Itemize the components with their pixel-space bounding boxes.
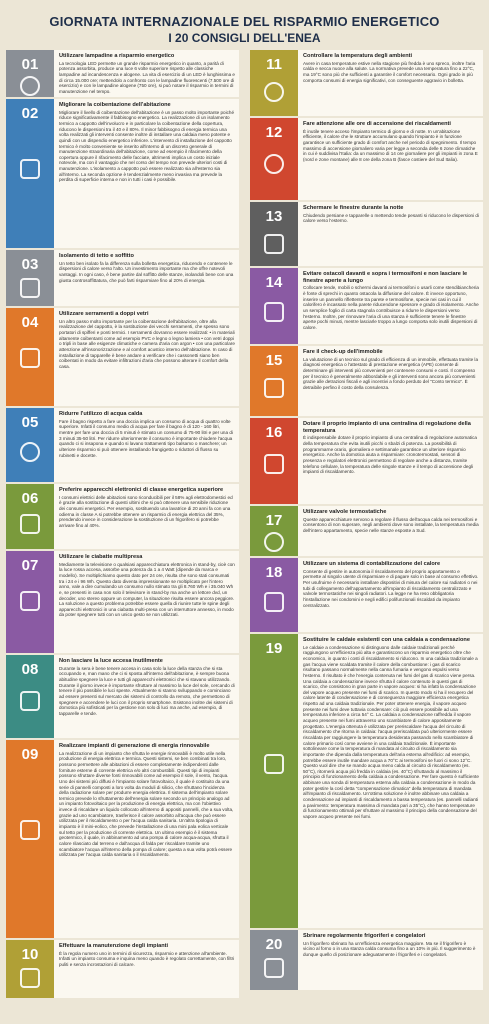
- tip-19-side: [250, 634, 298, 928]
- tip-number: 19: [265, 640, 283, 657]
- tip-19: [250, 634, 483, 928]
- tip-title: Fare attenzione alle ore di accensione dei riscaldamenti: [303, 121, 451, 127]
- sofa-icon: [264, 302, 284, 322]
- tip-14-side: [250, 268, 298, 344]
- radiator-icon: [20, 968, 40, 988]
- tip-03-side: [6, 250, 54, 306]
- tip-04: [6, 308, 239, 406]
- tip-17-side: [250, 506, 298, 556]
- tip-18-side: [250, 558, 298, 632]
- tip-text: Fare il bagno rispetto a fare una doccia implica un consumo di acqua di quattro volte superiore. Infatti il consumo medio di acqua per fare il bagno è di 120 - 160 litri, mentre per fare una doccia di 5 minuti è stimato un consumo di 75-90 litri e per una di 3 minuti 35-50 litri. Per ridurre ulteriormente il consumo è importante chiudere l'acqua quando ci si insapona e quando si lavano trattamenti tipo balsamo o maschere; un ulteriore risparmio si può ottenere installando frangigetto o riduttori di flusso su rubinetti e docette.: [59, 418, 233, 458]
- tip-number: 10: [21, 946, 39, 963]
- tip-11: [250, 50, 483, 116]
- tip-09-side: [6, 740, 54, 938]
- faucet-icon: [20, 442, 40, 462]
- tip-number: 15: [265, 352, 283, 369]
- tip-title: Utilizzare serramenti a doppi vetri: [59, 311, 149, 317]
- tip-text: Mediamente la televisione o qualsiasi apparecchiatura elettronica in stand-by, cioè con la luce rossa accesa, assorbe una potenza da 1 a 4 Watt (dipende da marca e modello). Se moltiplichiamo questo dato per 24 ore, risulta che sono stati consumati tra i 24 e i 96 Wh. Questo dato diventa impressionante se moltiplicato per l'intero anno, vale a dire cumulando un consumo nullo stimato tra gli 8.760 Wh e i 35.040 Wh e, se presenti in casa non solo il televisore in stand-by ma anche un lettore dvd, un decoder, uno stereo oppure un computer, la situazione risulta essere ancora peggiore. La soluzione a questo problema potrebbe essere quella di riunire tutte le spine degli apparecchi elettronici in una ciabatta multi-presa con un interruttore annesso, in modo da poter spegnere tutti con un unico gesto se non utilizzati.: [59, 561, 235, 618]
- tip-title: Evitare ostacoli davanti e sopra i termosifoni e non lasciare le finestre aperte a lungo: [303, 271, 468, 284]
- tip-number: 08: [21, 661, 39, 678]
- tip-05-side: [6, 408, 54, 482]
- tip-20: [250, 930, 483, 990]
- tip-number: 16: [265, 424, 283, 441]
- house-insulation-icon: [20, 159, 40, 179]
- valve-icon: [264, 532, 284, 552]
- tip-text: Avere in casa temperature estive nella stagione più fredda è uno spreco, inoltre l'aria calda e secca nuoce alla salute. La normativa prevede una temperatura fino a 22°C, ma 19°C sono più che sufficienti a garantire il comfort necessario. Ogni grado in più comporta consumi di energia significativi, con conseguente aggravio in bolletta.: [303, 60, 476, 83]
- tip-text: La realizzazione di un impianto che sfrutta le energie rinnovabili è molto utile nella produzione di energia elettrica e termica. Questi sistemi, se ben combinati tra loro, possono permettere alle abitazioni di essere completamente indipendenti dalle forniture esterne di corrente elettrica e/o altri combustibili. Questi tipi di impianti possono sfruttare diverse fonti rinnovabili come ad esempio il sole, il vento, l'acqua. Uno dei sistemi più diffusi è l'impianto solare fotovoltaico, il quale è costituito da una serie di pannelli composti a loro volta da moduli di silicio, che sfruttano l'incidenza della radiazione solare per produrre energia elettrica. Il sistema dell'impianto solare termico prevede lo sfruttamento dell'energia solare secondo un principio analogo ad un impianto fotovoltaico per la produzione di energia elettrica, ma con l'obiettivo invece di riscaldare un liquido collocato all'interno di appositi pannelli, che a sua volta, grazie ad uno scambiatore, trasferisce il calore assorbito all'acqua che può essere utilizzata per il riscaldamento o per l'acqua calda sanitaria. Un'altra tipologia di impianto è il mini-eolico, che prevede l'installazione di una mini pala eolica verticale sul tetto per la produzione di corrente elettrica. Un ultimo esempio è il sistema geotermico, il quale, in abbinamento ad una pompa di calore acqua-acqua, sfrutta il calore rilasciato dal terreno e dall'acqua di falda per riscaldare tramite uno scambiatore l'acqua all'interno della pompa di calore; questa a sua volta potrà essere utilizzata per l'acqua calda sanitaria o il riscaldamento.: [59, 750, 234, 858]
- lightbulb-icon: [20, 76, 40, 96]
- tip-title: Realizzare impianti di generazione di energia rinnovabile: [59, 743, 210, 749]
- tip-12: [250, 118, 483, 200]
- tip-title: Dotare il proprio impianto di una centralina di regolazione della temperatura: [303, 421, 471, 434]
- tip-number: 01: [21, 56, 39, 73]
- tip-number: 14: [265, 274, 283, 291]
- tip-text: È indispensabile dotare il proprio impianto di una centralina di regolazione automatica della temperatura che evita inutili picchi o sbalzi di potenza. La possibilità di programmarne orario, giornaliera e settimanale garantisce un ulteriore risparmio energetico. Anche la domotica aiuta a risparmiare: cronotermostati, sensori di presenza e regolatori elettronici permettono di regolare anche a distanza, tramite telefono cellulare, la temperatura delle singole stanze e il tempo di accensione degli impianti di riscaldamento.: [303, 435, 477, 475]
- tip-14: [250, 268, 483, 344]
- meter-icon: [264, 592, 284, 612]
- tip-text: Un tetto ben isolato fa la differenza sulla bolletta energetica, riducendo e contenere le dispersioni di calore verso l'alto. Un investimento importante ma che offre notevoli vantaggi. In ogni caso, è bene partire dal soffitto delle stanze, isolandoli bene con una giusta controsoffittatura, che può farti risparmiare fino al 20% di energia.: [59, 260, 234, 283]
- tip-number: 05: [21, 414, 39, 431]
- tip-13: [250, 202, 483, 266]
- tip-07-side: [6, 551, 54, 653]
- tip-title: Fare il check-up dell'immobile: [303, 349, 383, 355]
- tip-text: È inutile tenere acceso l'impianto termico di giorno e di notte. In un'abitazione efficiente, il calore che le strutture accumulano quando l'impianto è in funzione garantisce un sufficiente grado di comfort anche nel periodo di spegnimento. Il tempo massimo di accensione giornaliero varia per legge a seconda delle 6 zone climatiche in cui è suddivisa l'Italia: da un massimo di 14 ore giornaliere per gli impianti in zona E (nord e zone montane) alle 8 ore della zona B (fasce costiere del Sud Italia).: [303, 128, 478, 162]
- tip-text: Un altro passo molto importante per la coibentazione dell'abitazione, oltre alla realizzazione del cappotto, è la sostituzione dei vecchi serramenti, che spesso sono portatori di spifferi e ponti termici. I serramenti dovranno essere realizzati: • in materiali altamente coibentanti come ad esempio PVC e legno o legno lamiera • con vetri doppi o tripli in base alle esigenze climatiche e camera d'aria con argon • con una particolare attenzione all'insonorizzazione e al comfort acustico interno dell'abitazione. In caso di installazione di tapparelle è bene andare a verificare che i cassonetti siano ben coibentati in modo da evitare infiltrazioni d'aria che possono alterare il comfort della casa.: [59, 318, 235, 369]
- tip-16: [250, 418, 483, 504]
- tip-07: [6, 551, 239, 653]
- tip-03: [6, 250, 239, 306]
- tip-05: [6, 408, 239, 482]
- tip-title: Migliorare la coibentazione dell'abitazione: [59, 102, 171, 108]
- tip-12-side: [250, 118, 298, 200]
- tip-number: 18: [265, 564, 283, 581]
- tip-09: [6, 740, 239, 938]
- tip-title: Ridurre l'utilizzo di acqua calda: [59, 411, 143, 417]
- tip-text: Le caldaie a condensazione si distinguono dalle caldaie tradizionali perché raggiungono un'efficienza più alta e garantiscono un risparmio energetico oltre che economico, in quanto i costi di riscaldamento si riducono. In una caldaia tradizionale a gas l'acqua viene scaldata tramite il calore della combustione: i gas di scarico risultano passano normalmente nella canna fumaria e vengono espulsi verso l'esterno. Il risultato è che l'energia contenuta nei fumi del gas di scarico viene persa. Una caldaia a condensazione invece sfrutta il calore contenuto in questi gas di scarico, che consistono in gran parte in vapore acqueo: si ha infatti la condensazione del vapore acqueo presente nei fumi di scarico. In questo modo si ha il recupero del calore latente di condensazione e di conseguenza maggiore efficienza energetica rispetto ad una caldaia tradizionale. Per poter ottenere energia, il vapore acqueo presente nei fumi deve tuttavia condensare: ciò può essere possibile ad una temperatura inferiore a circa 54° C. La caldaia a condensazione raffredda il vapore acqueo presente nei fumi attraverso uno scambiatore di calore appositamente progettato. L'energia ottenuta è utilizzata per preriscaldare l'acqua del circuito di riscaldamento che ritorna in caldaia: l'acqua preriscaldata può ulteriormente essere riscaldata per raggiungere la temperatura desiderata passando nello scambiatore di calore primario così come avviene in una caldaia tradizionale. È importante sottolineare come la temperatura di mandata al circuito di riscaldamento sia importante che dipenda dalla temperatura dell'aria esterna all'edificio: ad esempio, potrebbe essere inutile mandare acqua a 70°C ai termosifoni se fuori ci sono 12°C. Questo vuol dire che se mando acqua meno calda al circuito di riscaldamento (es. 50°C), ritornerà acqua più fredda in caldaia (es. 40°C) sfruttando al massimo il principio di funzionamento della caldaia a condensazione. Per fare questo è sufficiente abbinare una sonda di temperatura esterna alla caldaia a condensazione in modo da poter gestire la così detta "compensazione climatica" della temperatura di mandata all'impianto di riscaldamento. Un'ottima soluzione è inoltre abbinare una caldaia a condensazione ad impianti di riscaldamento a bassa temperatura (es. pannelli radianti a pavimento: temperatura massima di mandata pari a 35°C), che hanno temperature di funzionamento ottimali per sfruttare al massimo il principio della condensazione del vapore acqueo presente nei fumi.: [303, 644, 479, 819]
- tip-02-side: [6, 99, 54, 248]
- tip-title: Schermare le finestre durante la notte: [303, 205, 404, 211]
- thermostat-icon: [264, 454, 284, 474]
- tip-10: [6, 940, 239, 998]
- page-title: [0, 14, 489, 45]
- tip-title: Sbrinare regolarmente frigoriferi e congelatori: [303, 933, 426, 939]
- tip-number: 03: [21, 256, 39, 273]
- tip-title: Utilizzare un sistema di contabilizzazione del calore: [303, 561, 441, 567]
- shutter-icon: [264, 234, 284, 254]
- tip-text: Consente di gestire in autonomia il riscaldamento del proprio appartamento e permette al singolo utente di risparmiare e di pagare solo in base al consumo effettivo. Per usufruirne è necessario installare dispositivi di misura del calore sui radiatori o nei tubi di collegamento dell'appartamento all'impianto di riscaldamento centralizzato e valvole termostatiche nei singoli radiatori. La legge ne ha reso obbligatoria l'installazione nei condomini e negli edifici polifunzionali riscaldati da impianto centralizzato.: [303, 568, 479, 608]
- tip-text: I consumi elettrici delle abitazioni sono riconducibili per il 58% agli elettrodomestici ed è grazie alla sostituzione di questi ultimi che si può ottenere una sensibile riduzione dei consumi energetici. Per esempio, sostituendo una lavatrice di 20 anni fa con una odierna in classe A si potrebbe ottenere un risparmio di energia elettrica del 35%, prendendo invece in considerazione la sostituzione di un frigorifero si potrebbe arrivare fino al 40%.: [59, 494, 233, 528]
- solar-panel-icon: [20, 820, 40, 840]
- title-line-2: I 20 CONSIGLI DELL'ENEA: [168, 31, 321, 45]
- tip-13-side: [250, 202, 298, 266]
- tip-06-side: [6, 484, 54, 549]
- tip-number: 09: [21, 746, 39, 763]
- tip-text: Chiudendo persiane e tapparelle o mettendo tende pesanti si riducono le dispersioni di calore verso l'esterno.: [303, 212, 479, 224]
- thermometer-icon: [264, 82, 284, 102]
- fridge-icon: [20, 514, 40, 534]
- roof-icon: [20, 278, 40, 298]
- tip-title: Utilizzare lampadine a risparmio energetico: [59, 53, 175, 59]
- tip-18: [250, 558, 483, 632]
- tip-16-side: [250, 418, 298, 504]
- tip-number: 06: [21, 490, 39, 507]
- tip-number: 11: [266, 56, 282, 73]
- clock-icon: [264, 154, 284, 174]
- tip-title: Non lasciare la luce accesa inutilmente: [59, 658, 163, 664]
- tip-08-side: [6, 655, 54, 738]
- tip-15: [250, 346, 483, 416]
- tip-17: [250, 506, 483, 556]
- tip-title: Effettuare la manutenzione degli impianti: [59, 943, 169, 949]
- tip-number: 12: [265, 124, 283, 141]
- tip-01: [6, 50, 239, 97]
- tv-icon: [20, 591, 40, 611]
- tip-11-side: [250, 50, 298, 116]
- tip-01-side: [6, 50, 54, 97]
- tip-20-side: [250, 930, 298, 990]
- tip-02: [6, 99, 239, 248]
- tip-number: 13: [265, 208, 283, 225]
- tip-08: [6, 655, 239, 738]
- tip-06: [6, 484, 239, 549]
- tip-text: È la regola numero uno in termini di sicurezza, risparmio e attenzione all'ambiente. Infatti un impianto consuma e inquina meno quando è regolato correttamente, con filtri puliti e senza incrostazioni di calcare.: [59, 950, 235, 967]
- tip-04-side: [6, 308, 54, 406]
- tip-10-side: [6, 940, 54, 998]
- right-column: [250, 50, 483, 992]
- tip-title: Preferire apparecchi elettronici di classe energetica superiore: [59, 487, 224, 493]
- left-column: [6, 50, 239, 1000]
- title-line-1: GIORNATA INTERNAZIONALE DEL RISPARMIO ENERGETICO: [49, 14, 440, 29]
- tip-title: Controllare la temperatura degli ambienti: [303, 53, 413, 59]
- tip-number: 02: [21, 105, 39, 122]
- tip-text: Un frigorifero sbrinato ha un'efficienza energetica maggiore. Ma se il frigorifero è vicino al forno o in una stanza calda consuma fino a un 10% in più. Il suggerimento è dunque quello di posizionare adeguatamente i frigoriferi e i congelatori.: [303, 940, 476, 957]
- tip-text: La tecnologia LED permette un grande risparmio energetico in quanto, a parità di potenza assorbita, produce una luce 6 volte superiore rispetto alle classiche lampadine ad incandescenza e alogene. La vita di esercizio di un LED è lunghissima e di circa 15.000 ore; mettendolo a confronto con le lampadine fluorescenti (7.500 ore di esercizio) e con le lampadine alogene (750 ore), si può notare il risparmio in termini di manutenzione nel tempo.: [59, 60, 235, 94]
- tip-text: Collocare tende, mobili o schermi davanti ai termosifoni o usarli come stendibiancheria è fonte di sprechi in quanto ostacola la diffusione del calore. È invece opportuno, inserire un pannello riflettente tra parete e termosifone, specie nei casi in cui il calorifero è incassato nella parete riducendone spessore e grado di isolamento. Anche un semplice foglio di carta stagnola contribuisce a ridurre le dispersioni verso l'esterno. Inoltre, per rinnovare l'aria di una stanza è sufficiente tenere le finestre aperte pochi minuti, mentre lasciarle troppo a lungo comporta solo inutili dispersioni di calore.: [303, 285, 479, 330]
- tip-text: La valutazione di un tecnico sul grado di efficienza di un immobile, effettuata tramite la diagnosi energetica o l'attestato di prestazione energetica (APE) consente di determinare gli interventi più convenienti per contenere consumi e costi. Il compenso per il tecnico è generalmente abbordabile e gli interventi sono ancora più convenienti grazie alle detrazioni fiscali e agli incentivi a fondo perduto del "Conto termico". È detraibile perfino il costo della consulenza.: [303, 356, 479, 390]
- tip-text: Durante la sera è bene tenere accesa in casa solo la luce della stanza che si sta occupando e, man mano che ci si sposta all'interno dell'abitazione, è sempre buona abitudine spegnere la luce e tutti gli apparecchi elettronici che si stavano utilizzando. Durante il giorno invece è importante sfruttare al massimo la luce del sole, cercando di tenere il più possibile le luci spente. Attualmente si stanno sviluppando e cominciano ad essere presenti sul mercato dei sistemi di controllo da remoto, che permettono di spegnere e accendere le luci con il proprio smartphone. Esistono inoltre dei sistemi di domotica più sofisticati per la gestione non solo di luci ma anche, ad esempio, di tapparelle e tende.: [59, 665, 235, 716]
- tip-number: 17: [265, 512, 283, 529]
- tip-text: Migliorare il livello di coibentazione dell'abitazione è un passo molto importante poiché riduce significativamente il fabbisogno energetico. La realizzazione di un isolamento termico a cappotto dell'involucro e in particolare la coibentazione della copertura, riducono le dispersioni tra il 40 e il 80%. Il minor fabbisogno di energia termica una volta realizzati gli interventi consente inoltre di installare una caldaia meno potente e quindi con un dispendio energetico inferiore. L'intervento di installazione del cappotto termico è molto conveniente se inserito all'interno di un discreto generale di manutenzione straordinaria dell'abitazione, come ad esempio il rifacimento della copertura oppure il rifacimento delle facciate, altrimenti implica un costo iniziale notevole, ma con il vantaggio che nel corso del tempo non prevede ulteriori costi di manutenzione. L'isolamento a cappotto può essere realizzato sia all'esterno sia all'interno. La seconda opzione è tendenzialmente meno invasiva ma prevede la perdita di superficie interna e non in tutti i casi è possibile.: [59, 109, 235, 183]
- tip-title: Isolamento di tetto e soffitto: [59, 253, 134, 259]
- energy-label-icon: [264, 378, 284, 398]
- tip-15-side: [250, 346, 298, 416]
- tip-number: 04: [21, 314, 39, 331]
- light-switch-icon: [20, 691, 40, 711]
- tip-title: Utilizzare valvole termostatiche: [303, 509, 387, 515]
- window-icon: [20, 348, 40, 368]
- fridge-freezer-icon: [264, 958, 284, 978]
- tip-title: Utilizzare le ciabatte multipresa: [59, 554, 143, 560]
- tip-number: 20: [265, 936, 283, 953]
- tip-title: Sostituire le caldaie esistenti con una caldaia a condensazione: [303, 637, 470, 643]
- tip-text: Queste apparecchiature servono a regolare il flusso dell'acqua calda nei termosifoni e consentono di non superare, negli ambienti dove sono installate, la temperatura media dell'intero appartamento, specie nelle stanze esposte a Sud.: [303, 516, 479, 533]
- boiler-icon: [264, 754, 284, 774]
- tip-number: 07: [21, 557, 39, 574]
